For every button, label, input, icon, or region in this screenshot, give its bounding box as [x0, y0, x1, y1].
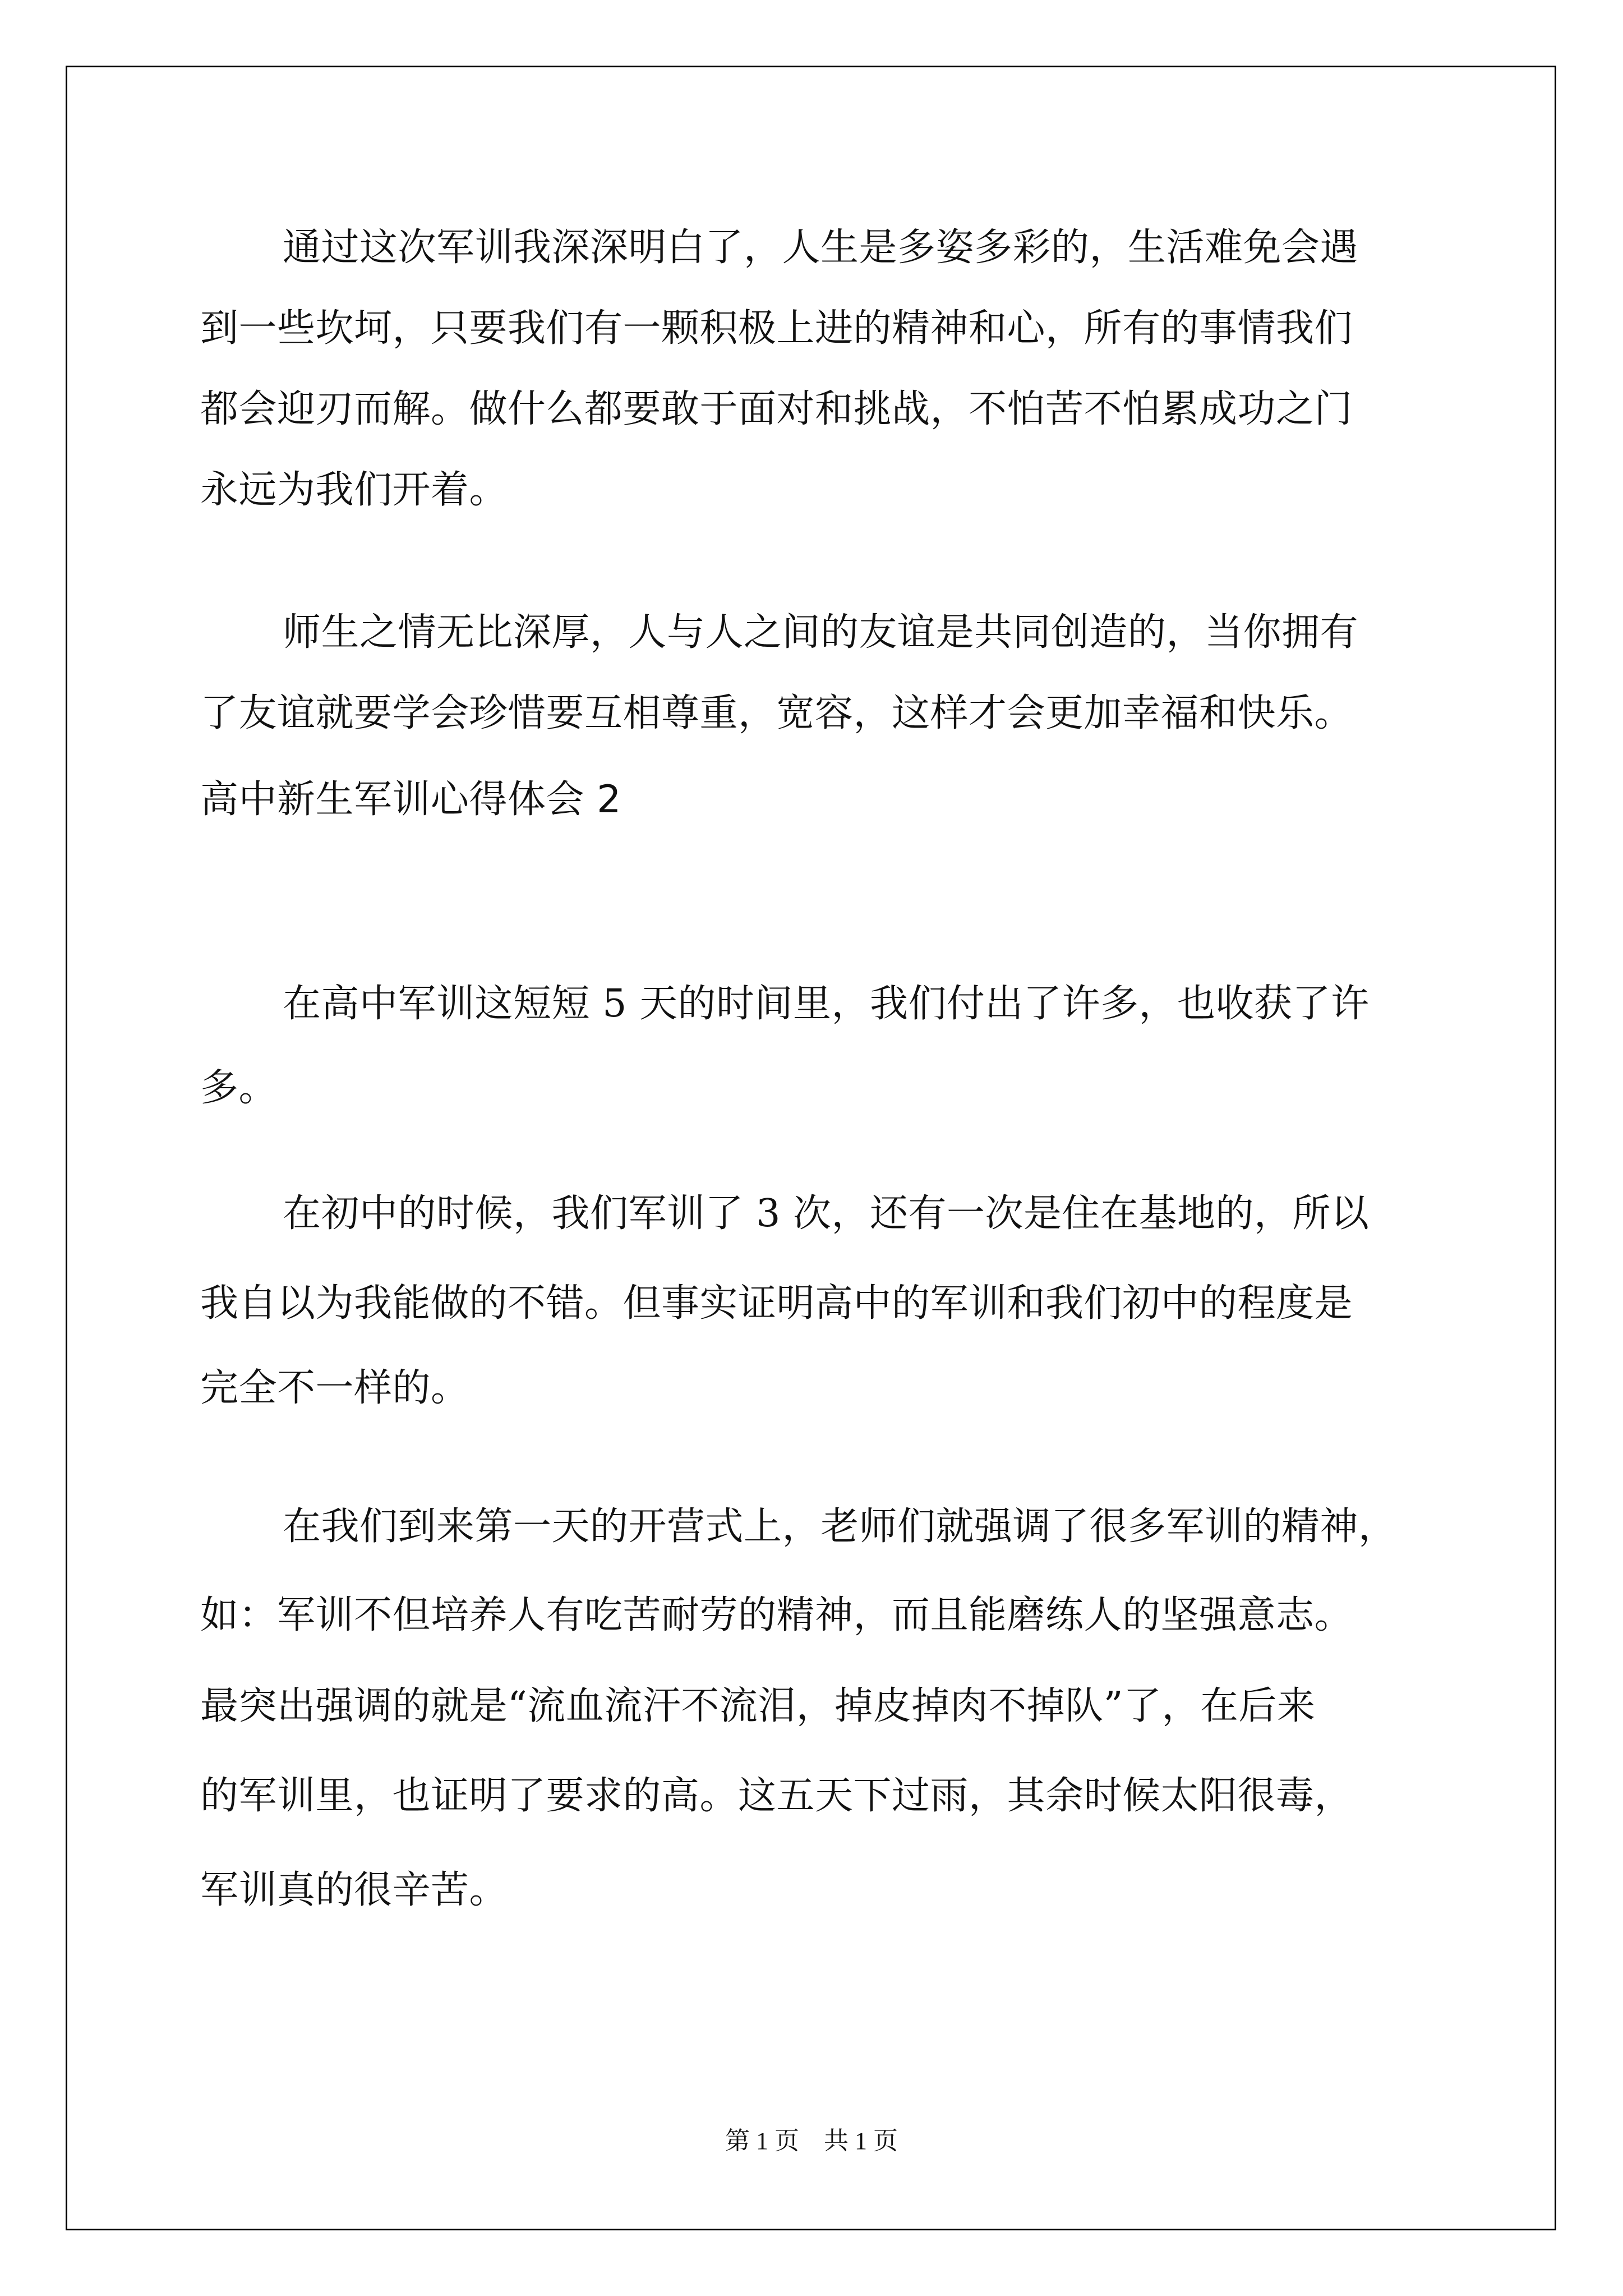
page-number: 第 1 页 — [725, 2127, 799, 2155]
paragraph-line: 的军训里，也证明了要求的高。这五天下过雨，其余时候太阳很毒， — [200, 1774, 1353, 1818]
paragraph-line: 多。 — [200, 1066, 278, 1110]
paragraph-line: 军训真的很辛苦。 — [200, 1868, 508, 1912]
page-total: 共 1 页 — [824, 2127, 898, 2155]
paragraph-line: 最突出强调的就是“流血流汗不流泪，掉皮掉肉不掉队”了，在后来 — [200, 1684, 1316, 1728]
section-heading: 高中新生军训心得体会 2 — [200, 777, 621, 822]
paragraph-line: 都会迎刃而解。做什么都要敢于面对和挑战，不怕苦不怕累成功之门 — [200, 387, 1353, 431]
paragraph-line: 了友谊就要学会珍惜要互相尊重，宽容，这样才会更加幸福和快乐。 — [200, 691, 1353, 735]
paragraph-line: 在我们到来第一天的开营式上，老师们就强调了很多军训的精神， — [283, 1504, 1397, 1549]
paragraph-line: 如：军训不但培养人有吃苦耐劳的精神，而且能磨练人的坚强意志。 — [200, 1593, 1353, 1637]
paragraph-line: 在高中军训这短短 5 天的时间里，我们付出了许多，也收获了许 — [283, 982, 1370, 1026]
paragraph-line: 在初中的时候，我们军训了 3 次，还有一次是住在基地的，所以 — [283, 1191, 1370, 1236]
paragraph-line: 我自以为我能做的不错。但事实证明高中的军训和我们初中的程度是 — [200, 1281, 1353, 1326]
paragraph-line: 到一些坎坷，只要我们有一颗积极上进的精神和心，所有的事情我们 — [200, 306, 1353, 351]
paragraph-line: 通过这次军训我深深明白了，人生是多姿多彩的，生活难免会遇 — [283, 226, 1359, 270]
paragraph-line: 永远为我们开着。 — [200, 468, 508, 512]
page-footer — [0, 2129, 1623, 2154]
paragraph-line: 完全不一样的。 — [200, 1366, 469, 1410]
paragraph-line: 师生之情无比深厚，人与人之间的友谊是共同创造的，当你拥有 — [283, 610, 1359, 655]
